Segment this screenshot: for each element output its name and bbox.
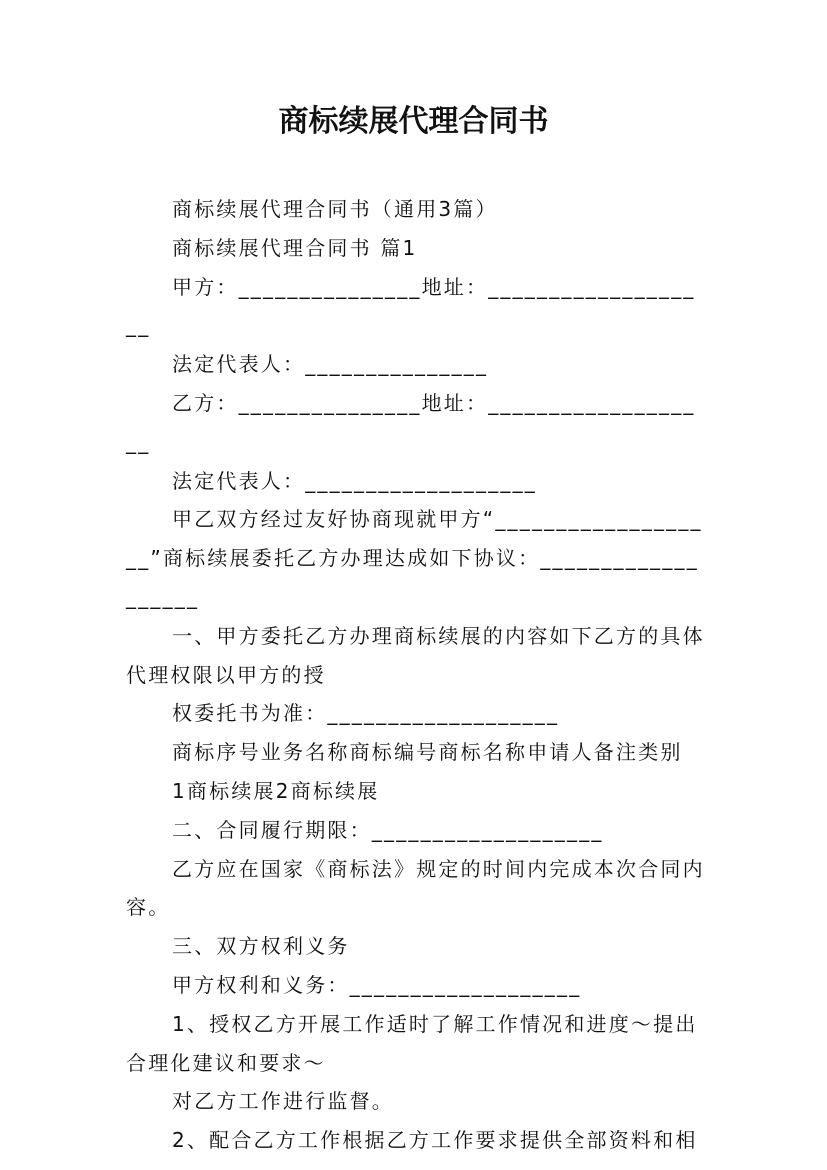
paragraph: 商标续展代理合同书（通用3篇） (172, 197, 498, 221)
paragraph: 甲方权利和义务：___________________ (172, 972, 582, 997)
document-body (126, 190, 706, 1160)
paragraph: 乙方：_______________地址：___________________ (126, 390, 696, 454)
paragraph: 权委托书为准：___________________ (172, 701, 560, 726)
paragraph: 三、双方权利义务 (172, 934, 350, 959)
paragraph: 1商标续展2商标续展 (172, 778, 380, 803)
paragraph: 1、授权乙方开展工作适时了解工作情况和进度～提出合理化建议和要求～ (126, 1011, 698, 1075)
paragraph: 甲方：_______________地址：___________________ (126, 274, 696, 338)
paragraph: 对乙方工作进行监督。 (172, 1089, 394, 1114)
paragraph: 乙方应在国家《商标法》规定的时间内完成本次合同内容。 (126, 856, 705, 920)
document-title: 商标续展代理合同书 (278, 104, 549, 139)
paragraph: 2、配合乙方工作根据乙方工作要求提供全部资料和相 (172, 1128, 698, 1153)
paragraph: 法定代表人：_______________ (172, 352, 489, 377)
paragraph: 二、合同履行期限：___________________ (172, 817, 604, 842)
paragraph: 甲乙双方经过友好协商现就甲方“___________________”商标续展委托乙方办理达成如下协议：___________________ (126, 507, 703, 609)
paragraph: 一、甲方委托乙方办理商标续展的内容如下乙方的具体代理权限以甲方的授 (126, 623, 705, 687)
paragraph: 商标序号业务名称商标编号商标名称申请人备注类别 (172, 740, 683, 765)
paragraph: 法定代表人：___________________ (172, 468, 537, 493)
paragraph: 商标续展代理合同书 篇1 (172, 235, 418, 260)
